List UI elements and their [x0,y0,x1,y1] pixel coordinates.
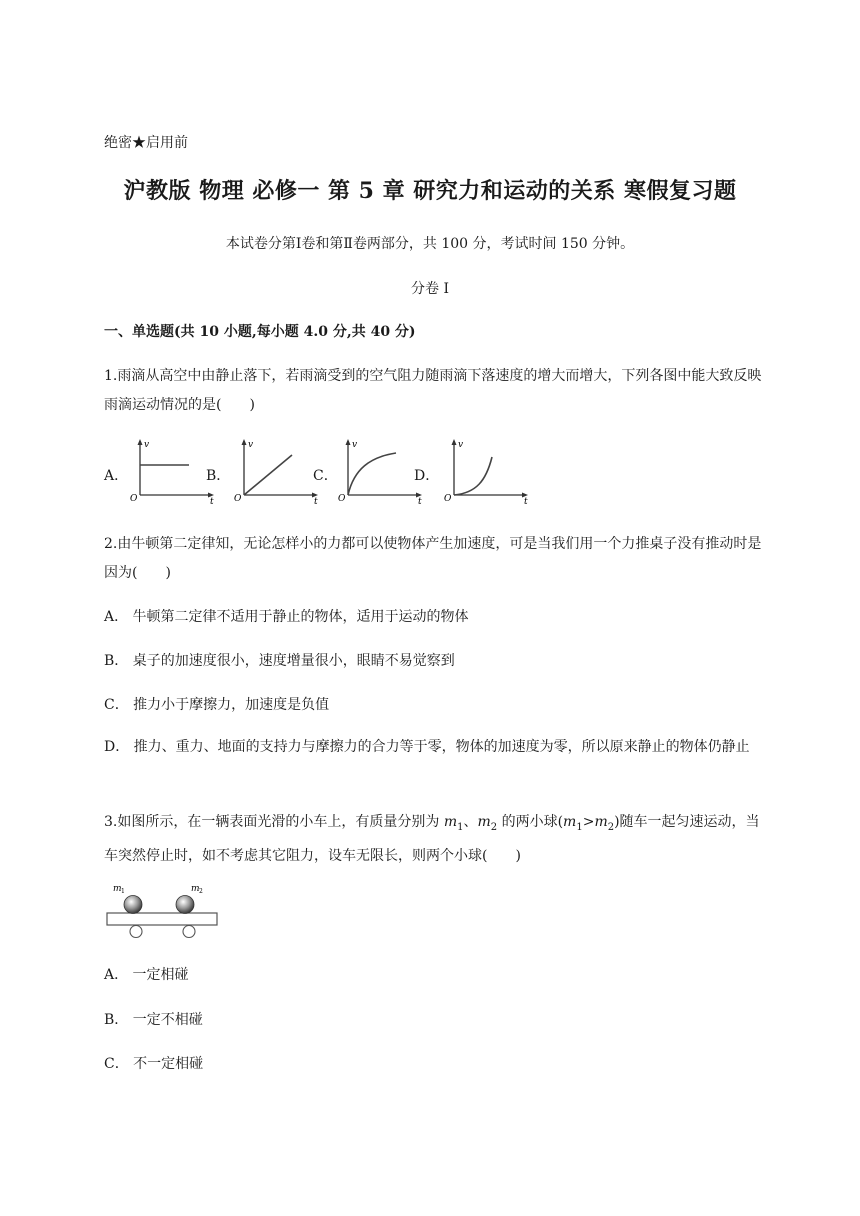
q3-option-b: B． 一定不相碰 [104,1012,203,1028]
q1-option-b-label: B． [206,468,231,484]
q3-separator: 、 [463,814,478,830]
q1-graph-d [442,437,532,505]
ball-m2 [176,896,194,914]
q1-option-a-label: A． [104,468,129,484]
q3-stem-part-b: 的两小球( [497,814,564,830]
q3-stem-part-a: 3.如图所示，在一辆表面光滑的小车上，有质量分别为 [104,814,444,830]
origin-label: O [444,494,452,504]
q2-option-d: D． 推力、重力、地面的支持力与摩擦力的合力等于零，物体的加速度为零，所以原来静止的物体仍静止 [104,739,750,755]
axis-v-label: v [248,440,254,450]
axis-t-label: t [210,497,214,505]
y-arrow [452,439,457,445]
label-m1-sub: 1 [121,888,125,895]
label-m2: m [191,884,200,894]
q3-m1-symbol: m [443,814,458,830]
q3-cart-figure [104,880,224,942]
q1-graph-b [232,437,322,505]
q3-m1-subscript: 1 [457,821,464,833]
label-m2-sub: 2 [199,888,203,895]
y-arrow [346,439,351,445]
q3-option-c: C． 不一定相碰 [104,1056,204,1072]
q3-m2-symbol: m [477,814,491,830]
q1-graph-c [336,437,426,505]
q3-m1-subscript-2: 1 [576,821,583,833]
axis-v-label: v [144,440,150,450]
origin-label: O [234,494,242,504]
q3-greater-than: > [582,814,595,830]
origin-label: O [338,494,346,504]
axis-t-label: t [314,497,318,505]
axis-v-label: v [352,440,358,450]
cart-body [107,913,217,925]
axis-v-label: v [458,440,464,450]
curve-convex [454,457,492,495]
wheel-left [130,926,142,938]
q2-option-a: A． 牛顿第二定律不适用于静止的物体，适用于运动的物体 [104,609,469,625]
question-3-stem [104,808,764,871]
label-m1: m [113,884,122,894]
curve-concave [348,453,396,495]
y-arrow [242,439,247,445]
section-heading: 一、单选题(共 10 小题,每小题 4.0 分,共 40 分) [104,324,416,340]
curve-linear [244,455,292,495]
q1-option-d-label: D． [414,468,440,484]
q1-option-c-label: C． [313,468,338,484]
y-arrow [138,439,143,445]
q3-option-a: A． 一定相碰 [104,967,189,983]
part-label: 分卷 I [411,281,449,297]
axis-t-label: t [524,497,528,505]
question-1-stem: 1.雨滴从高空中由静止落下，若雨滴受到的空气阻力随雨滴下落速度的增大而增大，下列各图中能大致反映雨滴运动情况的是( ) [104,368,762,413]
q1-graph-a [128,437,218,505]
q3-m2-subscript-2: 2 [607,821,615,833]
q3-m2-symbol-2: m [594,814,608,830]
q3-m1-symbol-2: m [563,814,577,830]
q2-option-c: C． 推力小于摩擦力，加速度是负值 [104,697,330,713]
q3-stem-part-d: )随车一起匀速运动，当车突然停止时，如不考虑其它阻力，设车无限长，则两个小球( ) [104,814,760,864]
page-title: 沪教版 物理 必修一 第 5 章 研究力和运动的关系 寒假复习题 [123,178,737,204]
wheel-right [183,926,195,938]
exam-info: 本试卷分第Ⅰ卷和第Ⅱ卷两部分，共 100 分，考试时间 150 分钟。 [225,236,635,252]
axis-t-label: t [418,497,422,505]
ball-m1 [124,896,142,914]
origin-label: O [130,494,138,504]
question-2-stem: 2.由牛顿第二定律知，无论怎样小的力都可以使物体产生加速度，可是当我们用一个力推桌子没有推动时是因为( ) [104,536,762,581]
q2-option-b: B． 桌子的加速度很小，速度增量很小，眼睛不易觉察到 [104,653,455,669]
confidential-label: 绝密★启用前 [104,135,188,151]
q3-m2-subscript: 2 [490,821,498,833]
